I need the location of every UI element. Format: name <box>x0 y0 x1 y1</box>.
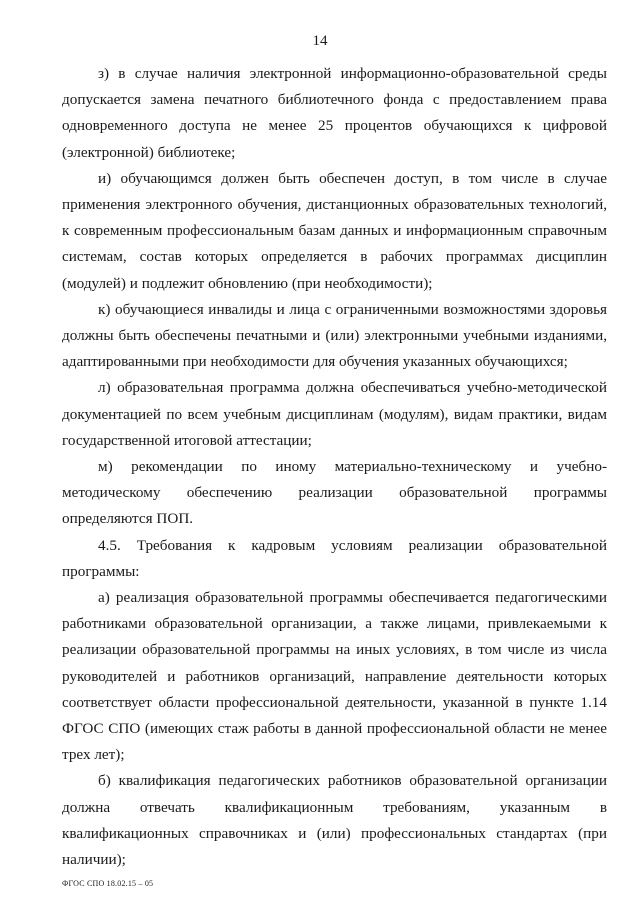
paragraph-a: а) реализация образовательной программы обеспечивается педагогическими работниками образовательной организации, а также лицами, привлекаемыми к реализации образовательной программы на иных условиях, в том числе из числа руководителей и работников организаций, направление деятельности которых соответствует области профессиональной деятельности, указанной в пункте 1.14 ФГОС СПО (имеющих стаж работы в данной профессиональной области не менее трех лет); <box>62 589 607 764</box>
document-body <box>62 61 607 873</box>
paragraph-i: и) обучающимся должен быть обеспечен доступ, в том числе в случае применения электронного обучения, дистанционных образовательных технологий, к современным профессиональным базам данных и информационным справочным системам, состав которых определяется в рабочих программах дисциплин (модулей) и подлежит обновлению (при необходимости); <box>62 169 607 292</box>
paragraph-k: к) обучающиеся инвалиды и лица с ограниченными возможностями здоровья должны быть обеспечены печатными и (или) электронными учебными изданиями, адаптированными при необходимости для обучения указанных обучающихся; <box>62 300 607 371</box>
section-heading-4-5: 4.5. Требования к кадровым условиям реализации образовательной программы: <box>62 536 607 580</box>
paragraph-m: м) рекомендации по иному материально-техническому и учебно-методическому обеспечению реализации образовательной программы определяются ПОП. <box>62 458 607 528</box>
document-footer: ФГОС СПО 18.02.15 – 05 <box>62 879 154 888</box>
paragraph-b: б) квалификация педагогических работников образовательной организации должна отвечать квалификационным требованиям, указанным в квалификационных справочниках и (или) профессиональных стандартах (при наличии); <box>62 772 607 869</box>
page-number: 14 <box>312 33 328 49</box>
paragraph-l: л) образовательная программа должна обеспечиваться учебно-методической документацией по всем учебным дисциплинам (модулям), видам практики, видам государственной итоговой аттестации; <box>62 379 607 449</box>
paragraph-z: з) в случае наличия электронной информационно-образовательной среды допускается замена печатного библиотечного фонда с предоставлением права одновременного доступа не менее 25 процентов обучающихся к цифровой (электронной) библиотеке; <box>62 65 607 161</box>
